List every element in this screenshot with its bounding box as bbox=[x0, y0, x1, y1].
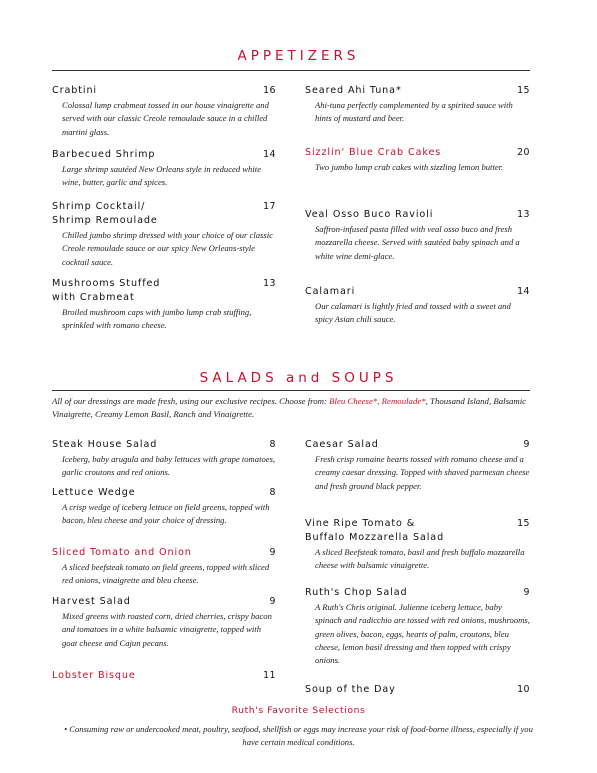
menu-item-mushrooms-stuffed bbox=[52, 277, 276, 333]
item-name: Barbecued Shrimp bbox=[52, 149, 156, 160]
item-description: A Ruth's Chris original. Julienne iceberg lettuce, baby spinach and radicchio are tossed with red onions, mushrooms, green olives, bacon, eggs, hearts of palm, croutons, bleu cheese, lemon basil dressing and then topped with crispy onions. bbox=[315, 602, 530, 666]
item-description: Large shrimp sautéed New Orleans style in reduced white wine, butter, garlic and spices. bbox=[62, 164, 261, 188]
item-name: Calamari bbox=[305, 286, 356, 297]
item-price: 13 bbox=[517, 209, 530, 220]
item-price: 17 bbox=[263, 201, 276, 212]
item-name: Seared Ahi Tuna* bbox=[305, 85, 402, 96]
menu-item-veal-osso-buco bbox=[305, 208, 530, 263]
item-name: Sizzlin' Blue Crab Cakes bbox=[305, 147, 442, 158]
item-price: 13 bbox=[263, 278, 276, 289]
item-name-line2: Buffalo Mozzarella Salad bbox=[305, 532, 445, 543]
salads-rule bbox=[52, 390, 530, 391]
menu-item-soup-of-the-day bbox=[305, 683, 530, 697]
intro-highlight: Bleu Cheese*, Remoulade* bbox=[329, 396, 426, 406]
intro-text-b: , Thousand Island, Balsamic Vinaigrette, Creamy Lemon Basil, Ranch and Vinaigrette. bbox=[52, 396, 527, 419]
item-price: 9 bbox=[269, 596, 276, 607]
item-name: Steak House Salad bbox=[52, 439, 158, 450]
item-price: 14 bbox=[517, 286, 530, 297]
appetizers-heading: APPETIZERS bbox=[237, 48, 360, 64]
item-price: 15 bbox=[517, 518, 530, 529]
item-price: 9 bbox=[523, 439, 530, 450]
appetizers-rule bbox=[52, 70, 530, 71]
menu-item-ruths-chop-salad bbox=[305, 586, 530, 667]
menu-item-shrimp-cocktail bbox=[52, 200, 276, 269]
item-price: 14 bbox=[263, 149, 276, 160]
item-price: 11 bbox=[263, 670, 276, 681]
menu-item-harvest-salad bbox=[52, 595, 276, 650]
menu-item-steak-house-salad bbox=[52, 438, 276, 480]
item-name: Harvest Salad bbox=[52, 596, 131, 607]
item-name: Ruth's Chop Salad bbox=[305, 587, 408, 598]
item-description: A sliced beefsteak tomato on field greens, topped with sliced red onions, vinaigrette and bleu cheese. bbox=[62, 562, 270, 586]
item-name: Sliced Tomato and Onion bbox=[52, 547, 192, 558]
item-name: Caesar Salad bbox=[305, 439, 379, 450]
menu-item-lobster-bisque bbox=[52, 669, 276, 683]
item-name-line2: Shrimp Remoulade bbox=[52, 215, 158, 226]
intro-text-a: All of our dressings are made fresh, using our exclusive recipes. Choose from: bbox=[52, 396, 330, 406]
item-price: 20 bbox=[517, 147, 530, 158]
item-name: Crabtini bbox=[52, 85, 97, 96]
dressings-intro bbox=[52, 395, 530, 421]
item-price: 8 bbox=[269, 439, 276, 450]
menu-item-lettuce-wedge bbox=[52, 486, 276, 528]
salads-heading: SALADS and SOUPS bbox=[199, 370, 398, 386]
item-description: Ahi-tuna perfectly complemented by a spirited sauce with hints of mustard and beer. bbox=[315, 100, 513, 124]
menu-item-seared-ahi-tuna bbox=[305, 84, 530, 126]
item-name-line1: Shrimp Cocktail/ bbox=[52, 201, 146, 212]
item-price: 8 bbox=[269, 487, 276, 498]
item-description: Iceberg, baby arugula and baby lettuces with grape tomatoes, garlic croutons and red onions. bbox=[62, 454, 276, 478]
item-description: Our calamari is lightly fried and tossed with a sweet and spicy Asian chili sauce. bbox=[315, 301, 511, 325]
item-price: 10 bbox=[517, 684, 530, 695]
item-name: Lettuce Wedge bbox=[52, 487, 136, 498]
menu-item-barbecued-shrimp bbox=[52, 148, 276, 190]
menu-item-blue-crab-cakes bbox=[305, 146, 530, 174]
item-name: Lobster Bisque bbox=[52, 670, 136, 681]
item-description: A crisp wedge of iceberg lettuce on field greens, topped with bacon, bleu cheese and your choice of dressing. bbox=[62, 502, 270, 526]
item-name-line1: Vine Ripe Tomato & bbox=[305, 518, 416, 529]
menu-item-sliced-tomato-onion bbox=[52, 546, 276, 588]
food-safety-disclaimer: • Consuming raw or undercooked meat, poultry, seafood, shellfish or eggs may increase your risk of food-borne illness, especially if you have certain medical conditions. bbox=[64, 724, 533, 747]
item-description: Chilled jumbo shrimp dressed with your choice of our classic Creole remoulade sauce or our spicy New Orleans-style cocktail sauce. bbox=[62, 230, 273, 267]
item-name: Soup of the Day bbox=[305, 684, 396, 695]
item-name-line1: Mushrooms Stuffed bbox=[52, 278, 161, 289]
item-description: Two jumbo lump crab cakes with sizzling lemon butter. bbox=[315, 162, 504, 172]
menu-item-vine-ripe-tomato bbox=[305, 517, 530, 573]
menu-item-calamari bbox=[305, 285, 530, 327]
item-description: Broiled mushroom caps with jumbo lump crab stuffing, sprinkled with romano cheese. bbox=[62, 307, 252, 331]
item-price: 15 bbox=[517, 85, 530, 96]
item-name-line2: with Crabmeat bbox=[52, 292, 135, 303]
item-price: 9 bbox=[269, 547, 276, 558]
item-price: 16 bbox=[263, 85, 276, 96]
item-description: A sliced Beefsteak tomato, basil and fresh buffalo mozzarella cheese with balsamic vinaigrette. bbox=[315, 547, 525, 571]
menu-item-caesar-salad bbox=[305, 438, 530, 493]
menu-item-crabtini bbox=[52, 84, 276, 139]
item-price: 9 bbox=[523, 587, 530, 598]
item-name: Veal Osso Buco Ravioli bbox=[305, 209, 434, 220]
item-description: Colossal lump crabmeat tossed in our house vinaigrette and served with our classic Creole remoulade sauce in a chilled martini glass. bbox=[62, 100, 269, 137]
favorites-label: Ruth's Favorite Selections bbox=[231, 705, 366, 716]
item-description: Mixed greens with roasted corn, dried cherries, crispy bacon and tomatoes in a white balsamic vinaigrette, topped with goat cheese and Cajun pecans. bbox=[62, 611, 272, 648]
item-description: Saffron-infused pasta filled with veal osso buco and fresh mozzarella cheese. Served with sautéed baby spinach and a white wine demi-glace. bbox=[315, 224, 520, 261]
item-description: Fresh crisp romaine hearts tossed with romano cheese and a creamy caesar dressing. Topped with shaved parmesan cheese and fresh ground black pepper. bbox=[315, 454, 530, 491]
